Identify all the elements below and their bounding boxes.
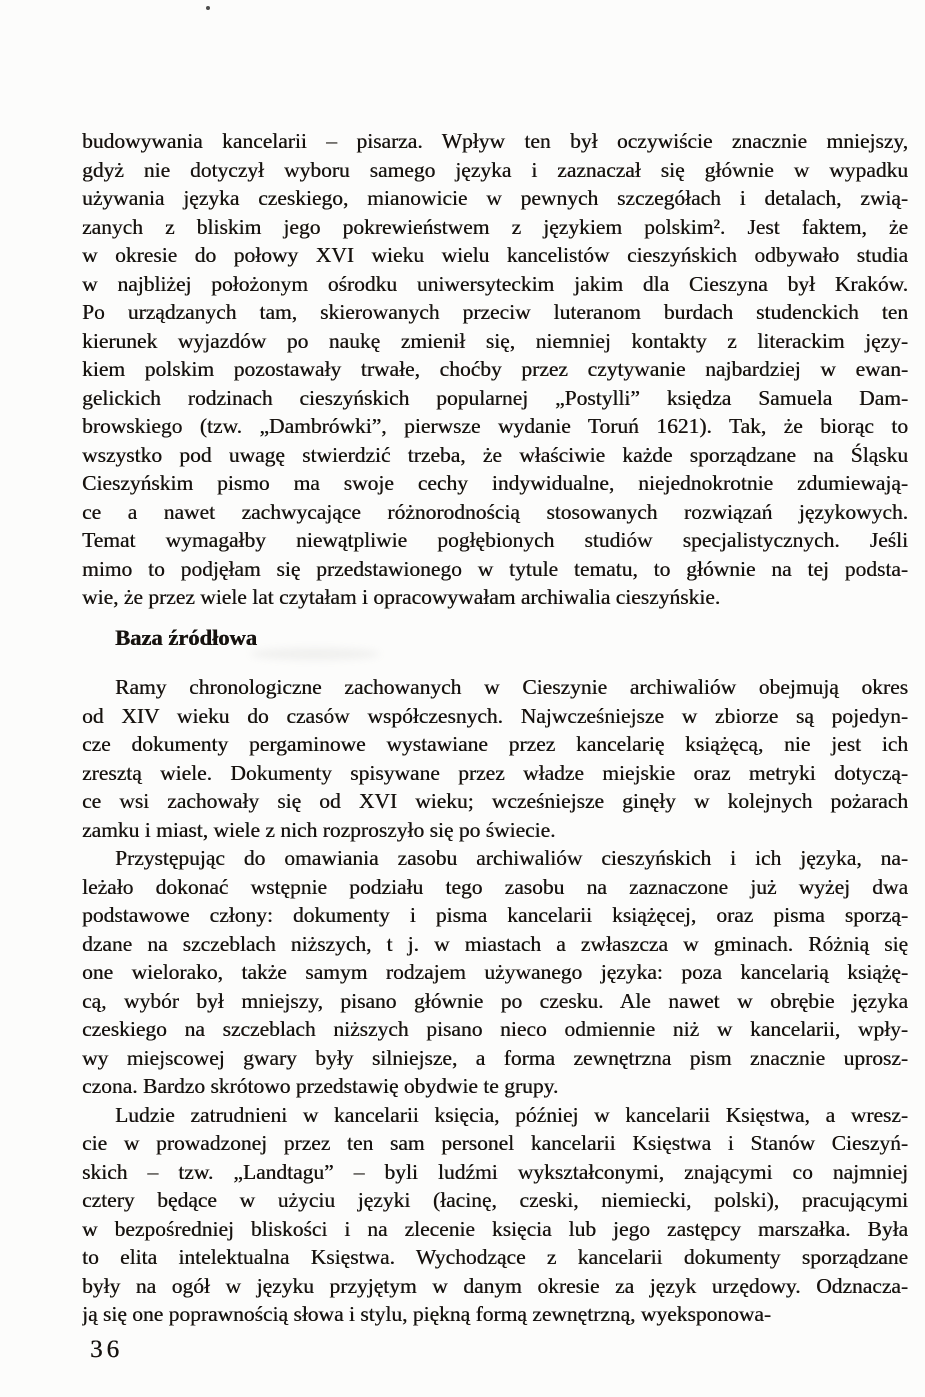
text-line: w bezpośredniej bliskości i na zlecenie księcia lub jego zastępcy marszałka. Była: [82, 1216, 908, 1241]
text-line: Przystępując do omawiania zasobu archiwaliów cieszyńskich i ich języka, na-: [115, 846, 908, 870]
text-line: Ramy chronologiczne zachowanych w Cieszynie archiwaliów obejmują okres: [115, 675, 908, 699]
text-line: cie w prowadzonej przez ten sam personel kancelarii Księstwa i Stanów Cieszyń-: [82, 1131, 908, 1155]
text-line: używania języka czeskiego, mianowicie w pewnych szczegółach i detalach, zwią-: [82, 186, 908, 210]
text-line: gdyż nie dotyczył wyboru samego języka i zaznaczał się głównie w wypadku: [82, 157, 908, 182]
page-number: 36: [90, 1335, 123, 1363]
paragraph-source-base-3: [82, 1101, 908, 1329]
text-line: od XIV wieku do czasów współczesnych. Najwcześniejsze w zbiorze są pojedyn-: [82, 703, 908, 728]
text-line: Temat wymagałby niewątpliwie pogłębionych studiów specjalistycznych. Jeśli: [82, 528, 908, 552]
text-line: one wielorako, także samym rodzajem używanego języka: poza kancelarią książę-: [82, 960, 908, 984]
paragraph-continuation: [82, 127, 908, 612]
text-line: wie, że przez wiele lat czytałam i opracowywałam archiwalia cieszyńskie.: [82, 585, 721, 609]
scan-speck-artifact: [206, 6, 210, 10]
text-line: cztery będące w użyciu języki (łacinę, czeski, niemiecki, polski), pracującymi: [82, 1188, 908, 1212]
text-line: zamku i miast, wiele z nich rozproszyło się po świecie.: [82, 817, 556, 842]
text-line: zresztą wiele. Dokumenty spisywane przez władze miejskie oraz metryki dotyczą-: [82, 760, 908, 785]
text-line: Ludzie zatrudnieni w kancelarii księcia, później w kancelarii Księstwa, a wresz-: [115, 1102, 908, 1127]
paragraph-source-base-1: [82, 673, 908, 844]
text-line: w okresie do połowy XVI wieku wielu kancelistów cieszyńskich odbywało studia: [82, 243, 908, 267]
text-line: skich – tzw. „Landtagu” – byli ludźmi wykształconymi, znającymi co najmniej: [82, 1159, 908, 1184]
text-line: były na ogół w języku przyjętym w danym okresie za język urzędowy. Odznacza-: [82, 1273, 908, 1298]
text-line: budowywania kancelarii – pisarza. Wpływ ten był oczywiście znacznie mniejszy,: [82, 129, 908, 153]
text-line: kierunek wyjazdów po naukę zmienił się, niemniej kontakty z literackim języ-: [82, 328, 908, 353]
text-line: czona. Bardzo skrótowo przedstawię obydwie te grupy.: [82, 1074, 559, 1098]
text-line: cą, wybór był mniejszy, pisano głównie po czesku. Ale nawet w obrębie języka: [82, 988, 908, 1013]
text-line: ce wsi zachowały się od XVI wieku; wcześniejsze ginęły w kolejnych pożarach: [82, 789, 908, 813]
text-line: leżało dokonać wstępnie podziału tego zasobu na zaznaczone już wyżej dwa: [82, 874, 908, 899]
text-line: czeskiego na szczeblach niższych pisano nieco odmiennie niż w kancelarii, wpły-: [82, 1017, 908, 1041]
text-line: wszystko pod uwagę stwierdzić trzeba, że właściwie każde sporządzane na Śląsku: [82, 442, 908, 467]
text-line: cze dokumenty pergaminowe wystawiane przez kancelarię książęcą, nie jest ich: [82, 732, 908, 756]
text-line: podstawowe człony: dokumenty i pisma kancelarii książęcej, oraz pisma sporzą-: [82, 903, 908, 927]
text-block: [82, 127, 908, 1364]
paragraph-source-base-2: [82, 844, 908, 1101]
text-line: to elita intelektualna Księstwa. Wychodzące z kancelarii dokumenty sporządzane: [82, 1245, 908, 1269]
text-line: ce a nawet zachwycające różnorodnością stosowanych rozwiązań językowych.: [82, 499, 908, 524]
text-line: Po urządzanych tam, skierowanych przeciw luteranom burdach studenckich ten: [82, 300, 908, 324]
text-line: kiem polskim pozostawały trwałe, choćby przez czytywanie najbardziej w ewan-: [82, 357, 908, 381]
text-line: gelickich rodzinach cieszyńskich popularnej „Postylli” księdza Samuela Dam-: [82, 385, 908, 410]
section-heading: Baza źródłowa: [115, 624, 257, 650]
text-line: ją się one poprawnością słowa i stylu, piękną formą zewnętrzną, wyeksponowa-: [82, 1302, 771, 1326]
text-line: zanych z bliskim jego pokrewieństwem z językiem polskim². Jest faktem, że: [82, 214, 908, 239]
text-line: dzane na szczeblach niższych, t j. w miastach a zwłaszcza w gminach. Różnią się: [82, 931, 908, 956]
text-line: w najbliżej położonym ośrodku uniwersyteckim jakim dla Cieszyna był Kraków.: [82, 271, 908, 296]
text-line: mimo to podjęłam się przedstawionego w tytule tematu, to głównie na tej podsta-: [82, 556, 908, 581]
text-line: wy miejscowej gwary były silniejsze, a forma zewnętrzna pism znacznie uprosz-: [82, 1045, 908, 1070]
text-line: Cieszyńskim pismo ma swoje cechy indywidualne, niejednokrotnie zdumiewają-: [82, 471, 908, 495]
text-line: browskiego (tzw. „Dambrówki”, pierwsze wydanie Toruń 1621). Tak, że biorąc to: [82, 414, 908, 438]
